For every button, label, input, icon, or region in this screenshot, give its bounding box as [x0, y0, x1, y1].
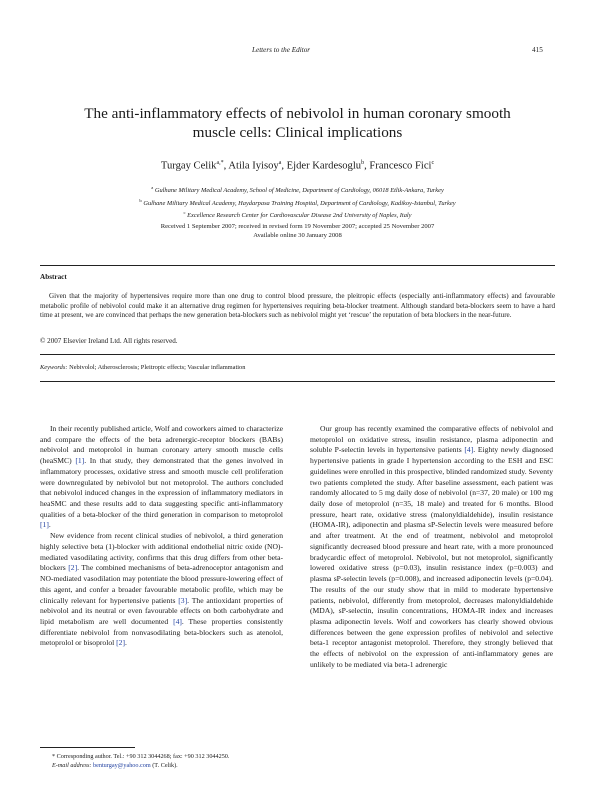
affiliation-line: [40, 183, 555, 196]
keywords-text: Nebivolol; Atherosclerosis; Pleitropic effects; Vascular inflammation: [69, 364, 246, 371]
author-list: [40, 160, 555, 172]
keywords-label: Keywords:: [40, 364, 68, 371]
citation-link[interactable]: [4]: [173, 616, 182, 626]
affiliation-text: Excellence Research Center for Cardiovascular Disease 2nd University of Naples, Italy: [187, 212, 412, 220]
copyright-line: © 2007 Elsevier Ireland Ltd. All rights reserved.: [40, 337, 178, 345]
body-text: . In that study, they demonstrated that the genes involved in inflammatory processes, oxidative stress and smooth muscle cell proliferation were downregulated by nebivolol but not metoprolol. The authors concluded that nebivolol induced changes in the expression of inflammatory mediators in heaSMC and these results add to data suggesting specific anti-inflammatory qualities of a beta-blocker of the third generation in comparison to metoprolol: [40, 456, 283, 519]
affiliations: [40, 183, 555, 221]
author-affil-mark: c: [431, 160, 435, 166]
affiliation-line: [40, 208, 555, 221]
body-text: .: [125, 638, 127, 648]
author-affil-mark: a,*: [216, 160, 224, 166]
footnote: [52, 752, 292, 770]
citation-link[interactable]: [3]: [178, 595, 188, 605]
citation-link[interactable]: [2]: [116, 638, 126, 648]
body-text: . These properties consistently differentiate nebivolol from nonvasodilating beta-blockers such as atenolol, metoprolol or bisoprolol: [40, 616, 283, 648]
author-separator: ,: [223, 160, 229, 172]
footnote-rule: [40, 747, 135, 748]
abstract-bottom-rule: [40, 354, 555, 355]
author-affil-mark: a: [278, 160, 282, 166]
citation-link[interactable]: [1]: [40, 520, 49, 530]
author-name[interactable]: Ejder Kardesoglu: [286, 160, 362, 172]
affiliation-mark: c: [183, 210, 186, 216]
body-column-left: [40, 424, 283, 649]
email-label: E-mail address:: [52, 762, 92, 769]
citation-link[interactable]: [4]: [464, 445, 474, 455]
email-line: [52, 761, 292, 770]
affiliation-line: [40, 196, 555, 209]
body-text: . The combined mechanisms of beta-adrenoceptor antagonism and NO-mediated vasodilation may potentiate the blood pressure-lowering effect of this agent, and confer a broader favourable metabolic profile, which may be clinically relevant for hypertensive patients: [40, 563, 284, 605]
keywords: [40, 364, 245, 371]
affiliation-mark: b: [139, 197, 142, 203]
author-separator: ,: [364, 160, 370, 172]
author-name[interactable]: Atila Iyisoy: [228, 160, 279, 172]
abstract-body: Given that the majority of hypertensives require more than one drug to control blood pressure, the pleitropic effects (especially anti-inflammatory effects) and favourable metabolic profile of nebivolol could make it an alternative drug regimen for hypertensives requiring beta-blocker treatment. Although standard beta-blockers seem to have a hard time at present, we are convinced that perhaps the new generation beta-blockers such as nebivolol might yet ‘rescue’ the reputation of beta blockers in the near-future.: [40, 292, 555, 320]
page-number: 415: [532, 46, 543, 54]
author-separator: ,: [281, 160, 287, 172]
body-paragraph: [40, 531, 283, 649]
abstract-top-rule: [40, 265, 555, 266]
body-column-right: [310, 424, 553, 671]
corresponding-author-note: * Corresponding author. Tel.: +90 312 3044268; fax: +90 312 3044250.: [52, 753, 230, 760]
article-title-line-1: The anti-inflammatory effects of nebivolol in human coronary smooth: [84, 105, 511, 122]
body-text: . Eighty newly diagnosed hypertensive patients in grade I hypertension according to the ESH and ESC guidelines were enrolled in this prospective, blinded randomized study. Seventy two patients completed the study. After baseline assessment, each patient was randomly allocated to 5 mg daily dose of nebivolol (n=37, 20 male) or 100 mg daily dose of metoprolol (n=35, 18 male) and treated for 6 months. Blood pressure, heart rate, oxidative stress (malonyldialdehide), insulin resistance (HOMA-IR), adiponectin and plasma sP-Selectin levels were measured before and after treatment. At the end of treatment, nebivolol and metoprolol significantly decreased blood pressure and heart rate, with a more pronounced bradycardic effect of metoprolol. Nebivolol, but not metoprolol, significantly lowered oxidative stress (p=0.03), insulin resistance index (p=0.003) and plasma sP-selectin levels (p=0.008), and increased adiponectin levels (p=0.04). The results of the our study show that in mild to moderate hypertensive patients, nebivolol, differently from metoprolol, decreases malonyldialdehide (MDA), sP-selectin, insulin concentrations, HOMA-IR index and increases plasma adiponectin levels. Wolf and coworkers has clearly showed obvious differences between the gene expression profiles of nebivolol and selective beta-1 receptor antagonist metoprolol. Therefore, they strongly believed that the effects of nebivolol on the expression of anti-inflammatory genes are unlikely to be mediated via beta-1 adrenergic: [310, 445, 553, 669]
body-paragraph: [310, 424, 553, 671]
affiliation-mark: a: [151, 185, 154, 190]
article-title: [40, 104, 555, 142]
article-title-line-2: muscle cells: Clinical implications: [192, 124, 403, 141]
citation-link[interactable]: [2]: [68, 563, 78, 573]
author-affil-mark: b: [361, 160, 365, 166]
citation-link[interactable]: [1]: [75, 456, 85, 466]
body-text: . The antioxidant properties of nebivolol and its neutral or even favourable effects on both carbohydrate and lipid metabolism are well documented: [40, 595, 283, 626]
journal-section-title: Letters to the Editor: [252, 46, 311, 54]
article-history: [40, 222, 555, 241]
body-paragraph: [40, 424, 283, 531]
body-text: .: [48, 520, 51, 530]
email-link[interactable]: benturgay@yahoo.com: [93, 762, 151, 769]
body-text: New evidence from recent clinical studies of nebivolol, a third generation highly selective beta (1)-blocker with additional endothelial nitric oxide (NO)-mediated vasodilating activity, confirms that this drug differs from other beta-blockers: [40, 531, 283, 573]
received-dates: Received 1 September 2007; received in revised form 19 November 2007; accepted 25 November 2007: [160, 223, 435, 230]
email-suffix: (T. Celik).: [152, 762, 178, 769]
body-text: In their recently published article, Wolf and coworkers aimed to characterize and compare the effects of the beta adrenergic-receptor blockers (BABs) nebivolol and metoprolol in human coronary artery smooth muscle cells (heaSMC): [40, 424, 283, 466]
author-name[interactable]: Francesco Fici: [369, 160, 432, 172]
keywords-bottom-rule: [40, 381, 555, 382]
body-text: Our group has recently examined the comparative effects of nebivolol and metoprolol on oxidative stress, insulin resistance, plasma adiponectin and soluble P-selectin levels in hypertensive patients: [310, 424, 553, 455]
author-name[interactable]: Turgay Celik: [160, 160, 217, 172]
abstract-heading: Abstract: [40, 273, 67, 281]
online-date: Available online 30 January 2008: [253, 232, 342, 240]
affiliation-text: Gulhane Military Medical Academy, Haydarpasa Training Hospital, Department of Cardiology, Kadikoy-Istanbul, Turkey: [143, 199, 456, 207]
affiliation-text: Gulhane Military Medical Academy, School of Medicine, Department of Cardiology, 06018 Etlik-Ankara, Turkey: [154, 187, 444, 195]
